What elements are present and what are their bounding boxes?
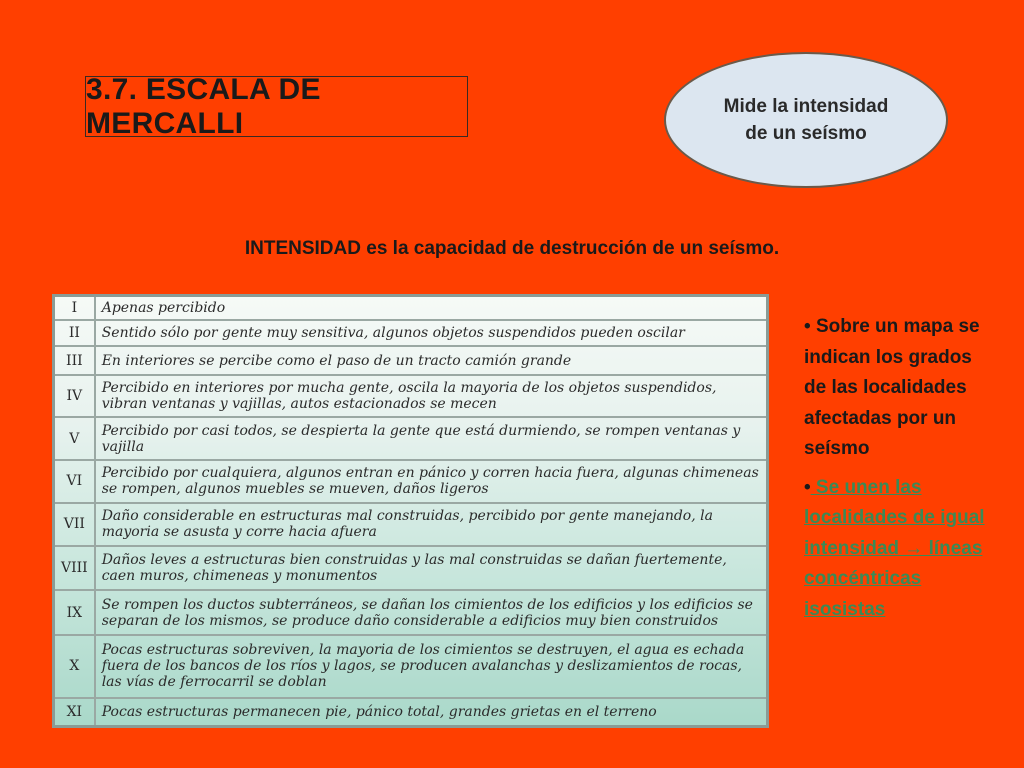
scale-grade: XI <box>54 698 95 727</box>
scale-row <box>54 546 768 591</box>
scale-row <box>54 635 768 698</box>
bullet-item-map <box>804 312 994 465</box>
scale-description: Percibido por casi todos, se despierta la gente que está durmiendo, se rompen ventanas y vajilla <box>95 417 768 460</box>
callout-line-1: Mide la intensidad <box>723 96 889 117</box>
scale-grade: I <box>54 296 95 320</box>
scale-row <box>54 503 768 546</box>
scale-description: Pocas estructuras sobreviven, la mayoria de los cimientos se destruyen, el agua es echada fuera de los bancos de los ríos y lagos, se producen avalanchas y deslizamientos de rocas, las vías de ferrocarril se doblan <box>95 635 768 698</box>
intensity-callout <box>664 52 948 188</box>
scale-grade: VIII <box>54 546 95 591</box>
scale-description: Se rompen los ductos subterráneos, se dañan los cimientos de los edificios y los edificios se separan de los mismos, se produce daño considerable a edificios muy bien construidos <box>95 590 768 635</box>
bullet-marker: • <box>804 316 811 337</box>
scale-row <box>54 590 768 635</box>
scale-row <box>54 698 768 727</box>
scale-description: Daño considerable en estructuras mal construidas, percibido por gente manejando, la mayoria se asusta y corre hacia afuera <box>95 503 768 546</box>
scale-grade: II <box>54 320 95 346</box>
scale-description: Percibido en interiores por mucha gente, oscila la mayoria de los objetos suspendidos, vibran ventanas y vajillas, autos estacionados se mecen <box>95 375 768 418</box>
scale-description: Percibido por cualquiera, algunos entran en pánico y corren hacia fuera, algunas chimeneas se rompen, algunos muebles se mueven, daños ligeros <box>95 460 768 503</box>
scale-row <box>54 460 768 503</box>
intensity-definition: INTENSIDAD es la capacidad de destrucción de un seísmo. <box>244 238 780 259</box>
scale-grade: IV <box>54 375 95 418</box>
isosistas-link[interactable]: Se unen las localidades de igual intensidad → líneas concéntricas isosistas <box>804 476 985 620</box>
scale-grade: VII <box>54 503 95 546</box>
scale-row <box>54 296 768 320</box>
scale-row <box>54 417 768 460</box>
scale-description: Apenas percibido <box>95 296 768 320</box>
scale-description: Daños leves a estructuras bien construidas y las mal construidas se dañan fuertemente, caen muros, chimeneas y monumentos <box>95 546 768 591</box>
scale-grade: IX <box>54 590 95 635</box>
bullet-item-isosistas <box>804 473 994 626</box>
scale-grade: III <box>54 346 95 374</box>
scale-row <box>54 346 768 374</box>
scale-row <box>54 320 768 346</box>
bullet-marker: • <box>804 476 811 498</box>
scale-grade: VI <box>54 460 95 503</box>
mercalli-scale-table <box>52 294 769 728</box>
scale-grade: X <box>54 635 95 698</box>
scale-description: Pocas estructuras permanecen pie, pánico total, grandes grietas en el terreno <box>95 698 768 727</box>
bullet-list <box>804 312 994 633</box>
scale-table-body <box>54 296 768 727</box>
scale-description: Sentido sólo por gente muy sensitiva, algunos objetos suspendidos pueden oscilar <box>95 320 768 346</box>
bullet-text-map: Sobre un mapa se indican los grados de las localidades afectadas por un seísmo <box>804 316 980 459</box>
scale-row <box>54 375 768 418</box>
slide-title-text: 3.7. ESCALA DE MERCALLI <box>86 72 321 140</box>
scale-description: En interiores se percibe como el paso de un tracto camión grande <box>95 346 768 374</box>
callout-line-2: de un seísmo <box>745 123 867 144</box>
slide-title <box>85 72 468 140</box>
scale-grade: V <box>54 417 95 460</box>
